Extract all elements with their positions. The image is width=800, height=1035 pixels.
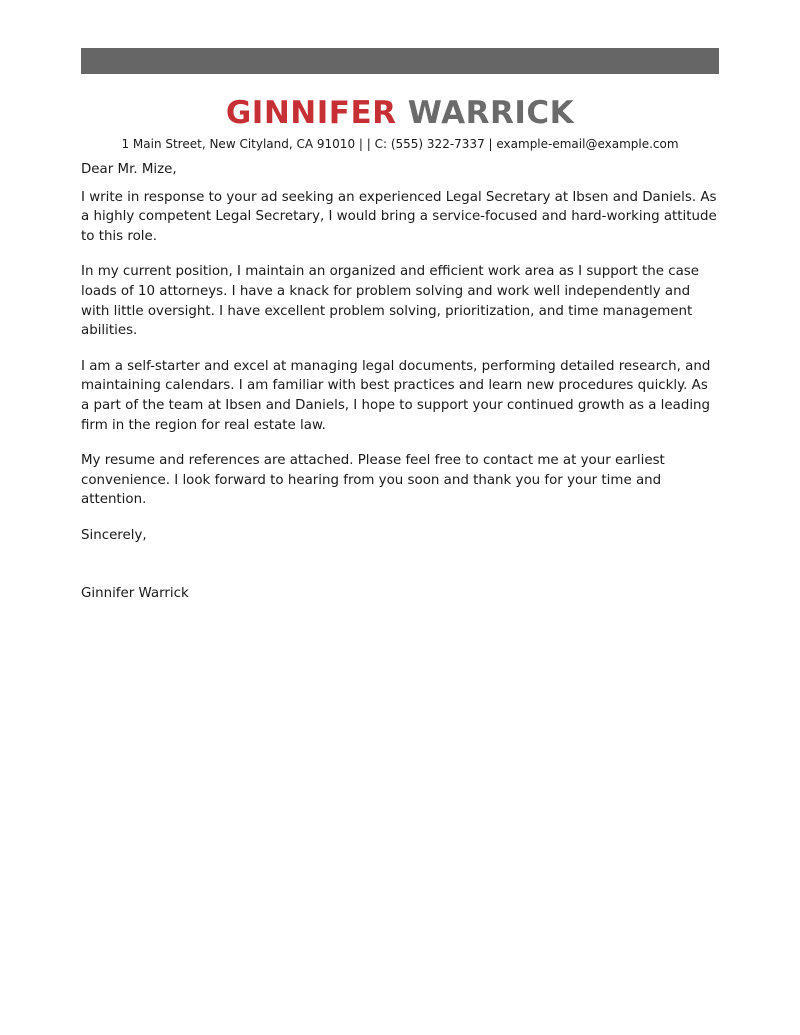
paragraph-1: I write in response to your ad seeking an experienced Legal Secretary at Ibsen and Daniels. As a highly competent Legal Secretary, I would bring a service-focused and hard-working attitude to this role. [81,189,717,244]
contact-line: 1 Main Street, New Cityland, CA 91010 | | C: (555) 322-7337 | example-email@example.com [121,137,679,151]
paragraph-3: I am a self-starter and excel at managing legal documents, performing detailed research, and maintaining calendars. I am familiar with best practices and learn new procedures quickly. As a part of the team at Ibsen and Daniels, I hope to support your continued growth as a leading firm in the region for real estate law. [81,358,711,433]
header-bar [81,48,719,74]
letter-page [81,48,719,619]
paragraph-4: My resume and references are attached. Please feel free to contact me at your earliest convenience. I look forward to hearing from you soon and thank you for your time and attention. [81,453,665,508]
closing: Sincerely, [81,527,147,543]
salutation: Dear Mr. Mize, [81,162,177,177]
signature: Ginnifer Warrick [81,585,189,601]
paragraph-2: In my current position, I maintain an organized and efficient work area as I support the case loads of 10 attorneys. I have a knack for problem solving and work well independently and with little oversight. I have excellent problem solving, prioritization, and time management abilities. [81,264,700,339]
first-name: GINNIFER [225,95,397,131]
applicant-name [81,94,719,132]
last-name: WARRICK [407,95,575,131]
letter-body [81,160,719,603]
